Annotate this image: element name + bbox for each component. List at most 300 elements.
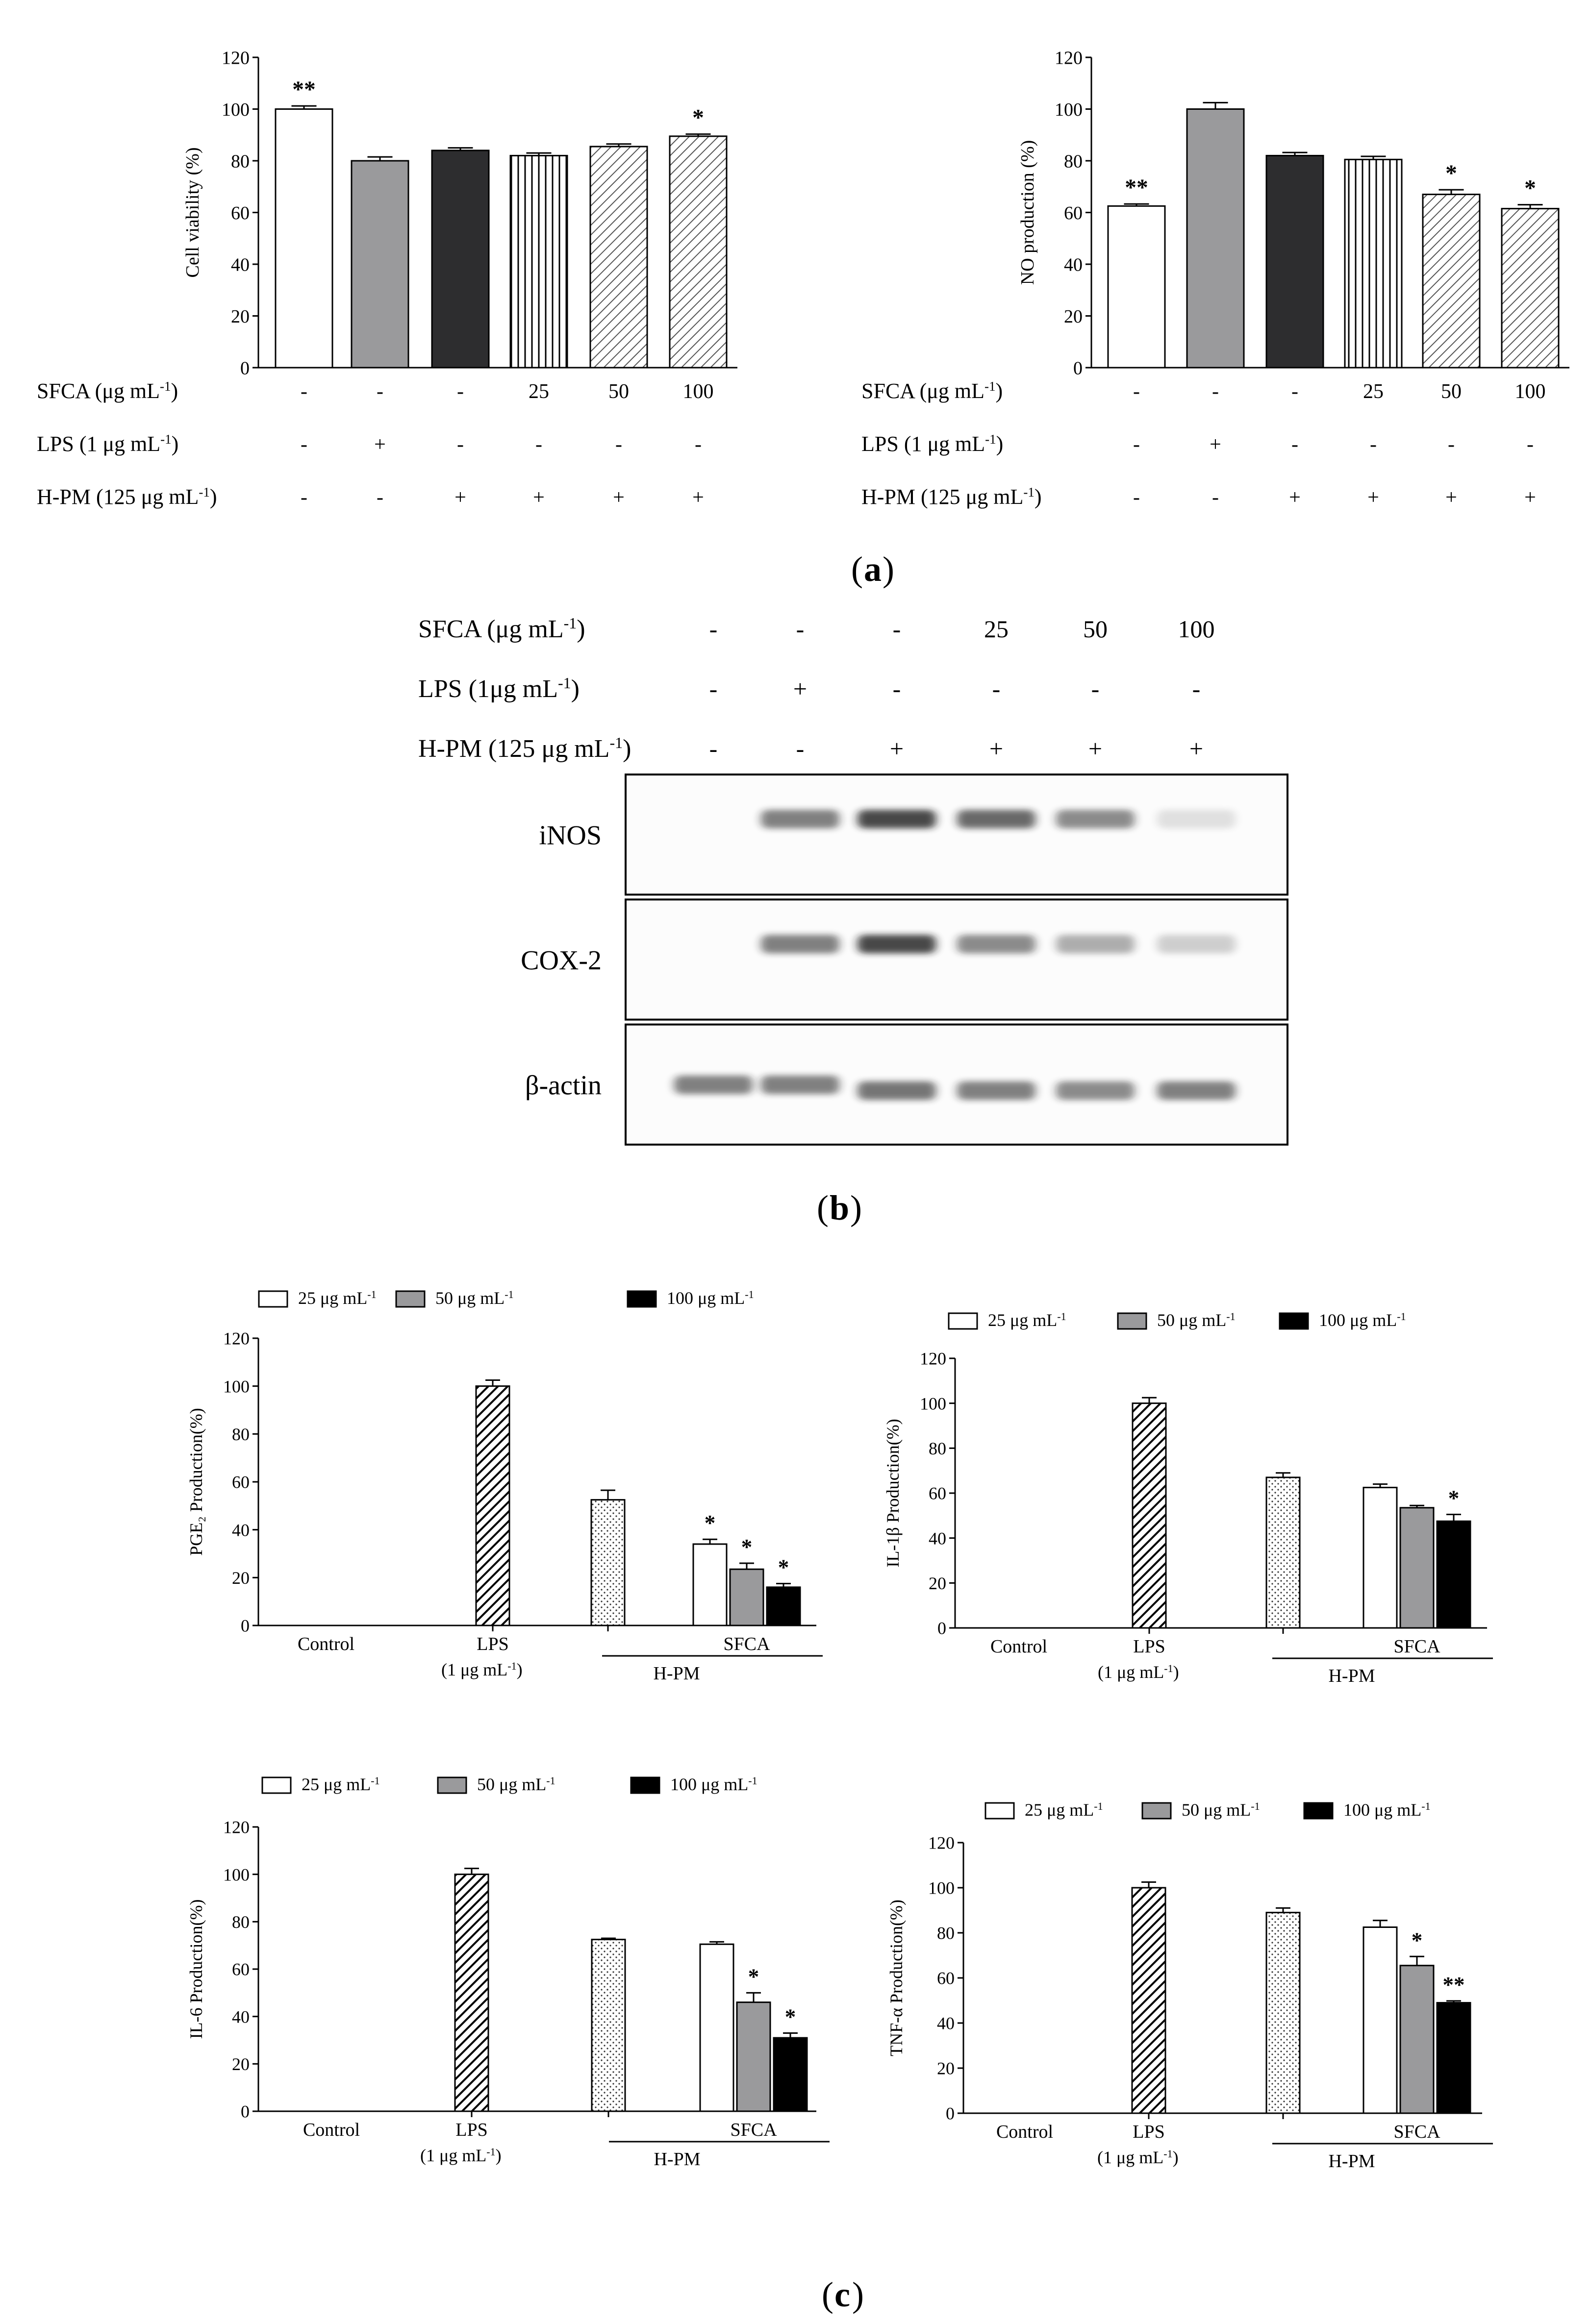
y-tick-label: 120: [223, 1817, 250, 1837]
bar: [737, 2002, 770, 2111]
x-label-lps-dose-tail: ): [1172, 2148, 1179, 2167]
legend-swatch: [396, 1291, 425, 1307]
blot-condition-label-tail: ): [623, 735, 631, 763]
condition-label-sup: -1: [160, 432, 172, 447]
x-label-control: Control: [990, 1636, 1048, 1657]
condition-label-main: SFCA (μg mL: [861, 379, 984, 403]
significance-star: *: [778, 1555, 789, 1580]
panel-label-a-letter: a: [864, 550, 882, 589]
y-tick-label: 60: [937, 1968, 955, 1988]
condition-label-tail: ): [996, 432, 1004, 456]
x-label-lps: LPS: [477, 1634, 509, 1654]
legend-label-sup: -1: [1251, 1799, 1260, 1812]
legend-label-main: 50 μg mL: [435, 1288, 505, 1308]
condition-label-sup: -1: [1023, 485, 1035, 500]
blot-condition-label-sup: -1: [558, 674, 571, 692]
condition-label-sup: -1: [159, 379, 171, 394]
condition-value: +: [1210, 433, 1221, 456]
blot-label: iNOS: [539, 820, 602, 851]
x-label-lps-dose-main: (1 μg mL: [1098, 1662, 1164, 1682]
x-label-lps: LPS: [455, 2120, 488, 2140]
blot-band: [1157, 1081, 1236, 1100]
bar: [1400, 1966, 1434, 2113]
significance-star: **: [1442, 1972, 1465, 1997]
bar: [455, 1874, 488, 2111]
legend-swatch: [1280, 1313, 1308, 1329]
blot-condition-value: -: [796, 615, 805, 643]
condition-value: +: [454, 486, 466, 509]
x-label-sfca: SFCA: [730, 2120, 777, 2140]
y-tick-label: 40: [231, 254, 250, 275]
blot-condition-label-sup: -1: [609, 734, 623, 751]
condition-value: +: [1367, 486, 1379, 509]
chart-c3: [186, 1774, 830, 2170]
legend-label-main: 25 μg mL: [1025, 1800, 1094, 1820]
legend-label-main: 100 μg mL: [1319, 1310, 1397, 1330]
bar: [1133, 1403, 1166, 1628]
y-tick-label: 40: [937, 2013, 955, 2033]
blot-band: [1056, 935, 1135, 953]
legend-label: [477, 1774, 555, 1795]
legend-label-main: 50 μg mL: [477, 1774, 547, 1794]
blot-condition-value: +: [989, 735, 1004, 762]
x-label-hpm: H-PM: [1328, 2151, 1375, 2172]
chart-a2: [861, 48, 1569, 509]
condition-label-main: H-PM (125 μg mL: [37, 485, 199, 509]
y-tick-label: 120: [920, 1349, 946, 1369]
blot-condition-label-main: SFCA (μg mL: [418, 615, 564, 643]
y-tick-label: 80: [1064, 151, 1083, 172]
legend-swatch: [438, 1777, 466, 1793]
x-label-lps-dose-sup: -1: [1164, 1662, 1173, 1674]
condition-label-sup: -1: [985, 432, 996, 447]
x-label-lps-dose: [1098, 1662, 1179, 1682]
y-axis-label: NO production (%): [1017, 140, 1038, 285]
condition-value: -: [1133, 486, 1140, 509]
condition-value: -: [457, 433, 464, 456]
legend-swatch: [949, 1313, 977, 1329]
blot-condition-value: 100: [1178, 615, 1215, 643]
legend-label-main: 100 μg mL: [667, 1288, 745, 1308]
blot-condition-value: +: [793, 675, 808, 702]
x-label-control: Control: [996, 2122, 1054, 2142]
chart-c1: [186, 1288, 823, 1684]
y-tick-label: 60: [1064, 202, 1083, 224]
bar: [1363, 1488, 1397, 1628]
bar: [1187, 109, 1244, 368]
legend-label-sup: -1: [748, 1774, 757, 1787]
blot-label: β-actin: [525, 1070, 602, 1101]
blot-condition-value: -: [709, 675, 718, 702]
blot-band: [761, 810, 839, 828]
legend-swatch: [631, 1777, 659, 1793]
condition-value: -: [1133, 433, 1140, 456]
blot-band: [858, 935, 936, 953]
y-tick-label: 120: [1055, 48, 1083, 69]
bar: [592, 1940, 625, 2111]
y-tick-label: 120: [223, 1328, 250, 1349]
panel-a: [37, 48, 1569, 509]
condition-label-tail: ): [171, 379, 178, 403]
y-tick-label: 100: [1055, 99, 1083, 120]
y-tick-label: 20: [232, 1568, 250, 1588]
y-tick-label: 100: [223, 1865, 250, 1885]
panel-label-a: (: [851, 550, 863, 589]
condition-value: +: [692, 486, 704, 509]
blot-band: [1157, 935, 1236, 953]
blot-condition-value: -: [709, 735, 718, 762]
bar: [352, 161, 408, 368]
legend-label-sup: -1: [546, 1774, 555, 1787]
condition-label-tail: ): [209, 485, 217, 509]
legend-label-sup: -1: [1094, 1799, 1103, 1812]
blot-condition-value: 50: [1083, 615, 1108, 643]
condition-label: [861, 485, 1042, 509]
bar: [1502, 209, 1559, 368]
x-label-lps-dose-tail: ): [1173, 1662, 1179, 1682]
condition-value: +: [1524, 486, 1536, 509]
x-label-lps-dose-sup: -1: [1163, 2147, 1173, 2160]
blot-band: [1157, 810, 1236, 828]
condition-value: -: [1291, 433, 1298, 456]
bar: [700, 1944, 733, 2111]
blot-3: [525, 1025, 1287, 1145]
y-axis-label: IL-1β Production(%): [883, 1419, 903, 1568]
legend-swatch: [985, 1803, 1014, 1819]
blot-condition-value: -: [1192, 675, 1201, 702]
condition-label-sup: -1: [984, 379, 996, 394]
legend-label-sup: -1: [1057, 1310, 1066, 1323]
legend-swatch: [1142, 1803, 1171, 1819]
legend-swatch: [262, 1777, 291, 1793]
y-tick-label: 120: [928, 1833, 955, 1853]
panel-label-b-close: ): [850, 1188, 862, 1227]
bar: [1423, 195, 1480, 368]
legend-label: [667, 1288, 754, 1308]
significance-star: **: [1125, 175, 1148, 201]
blot-condition-value: -: [892, 615, 901, 643]
condition-value: 100: [1514, 380, 1546, 403]
y-tick-label: 20: [232, 2054, 250, 2074]
condition-value: +: [613, 486, 625, 509]
significance-star: *: [1445, 161, 1457, 187]
condition-value: -: [301, 433, 307, 456]
legend-label: [988, 1310, 1066, 1330]
y-tick-label: 20: [231, 306, 250, 327]
bar: [670, 136, 727, 368]
legend-label-sup: -1: [1397, 1310, 1406, 1323]
bar: [591, 1500, 625, 1625]
blot-frame: [626, 900, 1287, 1020]
blot-band: [957, 810, 1035, 828]
legend-label-sup: -1: [1226, 1310, 1236, 1323]
legend-label-sup: -1: [505, 1288, 514, 1300]
condition-label: [861, 432, 1003, 456]
y-axis-label: TNF-α Production(%): [886, 1899, 906, 2056]
condition-value: -: [301, 380, 307, 403]
chart-a1: [37, 48, 737, 509]
condition-label: [37, 379, 178, 403]
blot-condition-value: -: [992, 675, 1001, 702]
condition-label-main: H-PM (125 μg mL: [861, 485, 1024, 509]
legend-label-main: 50 μg mL: [1182, 1800, 1251, 1820]
legend-swatch: [628, 1291, 656, 1307]
panel-label-b: (: [817, 1188, 829, 1227]
y-tick-label: 100: [222, 99, 250, 120]
condition-value: +: [1289, 486, 1301, 509]
y-tick-label: 120: [222, 48, 250, 69]
condition-value: +: [533, 486, 545, 509]
blot-condition-value: +: [1189, 735, 1204, 762]
condition-value: +: [374, 433, 386, 456]
legend-label-main: 100 μg mL: [1343, 1800, 1422, 1820]
y-tick-label: 80: [232, 1912, 250, 1932]
bar: [476, 1386, 509, 1625]
bar: [1266, 1913, 1300, 2113]
significance-star: *: [784, 2004, 796, 2029]
x-label-lps-dose-tail: ): [516, 1660, 523, 1679]
x-label-control: Control: [297, 1634, 355, 1654]
legend-label: [1343, 1800, 1431, 1820]
panel-c: [186, 1288, 1493, 2172]
panel-label-c: (: [822, 2275, 833, 2314]
y-tick-label: 60: [231, 202, 250, 224]
condition-value: -: [1448, 433, 1455, 456]
chart-c2: [883, 1310, 1493, 1687]
legend-label-sup: -1: [367, 1288, 377, 1300]
y-tick-label: 80: [929, 1438, 946, 1458]
blot-condition-value: -: [709, 615, 718, 643]
condition-label-main: LPS (1 μg mL: [37, 432, 161, 456]
legend-label: [1157, 1310, 1236, 1330]
y-tick-label: 0: [240, 358, 250, 379]
condition-value: -: [457, 380, 464, 403]
condition-value: -: [1291, 380, 1298, 403]
condition-value: -: [377, 380, 383, 403]
blot-condition-label-main: LPS (1μg mL: [418, 675, 558, 703]
bar: [510, 155, 567, 368]
bar: [767, 1587, 800, 1625]
condition-value: -: [1212, 486, 1219, 509]
legend-label-main: 25 μg mL: [302, 1774, 371, 1794]
y-tick-label: 40: [232, 2007, 250, 2027]
legend-label: [670, 1774, 757, 1795]
significance-star: *: [1411, 1928, 1423, 1953]
condition-label-tail: ): [171, 432, 179, 456]
legend-label-main: 100 μg mL: [670, 1774, 749, 1794]
bar: [1108, 206, 1165, 368]
x-label-lps-dose-sup: -1: [486, 2145, 496, 2158]
y-tick-label: 40: [929, 1528, 946, 1549]
condition-value: 50: [608, 380, 629, 403]
blot-condition-value: +: [889, 735, 904, 762]
significance-star: *: [1524, 175, 1536, 201]
blot-condition-value: -: [796, 735, 805, 762]
y-tick-label: 80: [937, 1923, 955, 1943]
blot-condition-label: [418, 614, 585, 643]
condition-value: -: [1133, 380, 1140, 403]
blot-band: [761, 935, 839, 953]
blot-band: [858, 810, 936, 828]
condition-value: -: [377, 486, 383, 509]
blot-band: [957, 935, 1035, 953]
legend-swatch: [1118, 1313, 1146, 1329]
blot-label: COX-2: [521, 945, 602, 976]
legend-label-sup: -1: [745, 1288, 754, 1300]
bar: [693, 1544, 727, 1625]
y-tick-label: 60: [232, 1472, 250, 1492]
legend-label: [1025, 1800, 1103, 1820]
panel-b: [418, 614, 1287, 1145]
panel-label-a-close: ): [883, 550, 894, 589]
bar: [1266, 1477, 1300, 1628]
legend-label: [1319, 1310, 1406, 1330]
y-tick-label: 40: [1064, 254, 1083, 275]
significance-star: **: [292, 77, 316, 103]
condition-label-sup: -1: [199, 485, 210, 500]
y-tick-label: 0: [241, 1616, 250, 1636]
y-tick-label: 100: [223, 1376, 250, 1397]
y-tick-label: 0: [241, 2101, 250, 2122]
x-label-lps-dose: [1097, 2148, 1179, 2168]
x-label-sfca: SFCA: [1393, 1636, 1440, 1657]
significance-star: *: [1448, 1486, 1460, 1511]
significance-star: *: [692, 105, 704, 131]
x-label-lps-dose-tail: ): [495, 2146, 502, 2165]
panel-label-c-letter: c: [834, 2275, 850, 2314]
condition-value: -: [301, 486, 307, 509]
condition-value: +: [1445, 486, 1457, 509]
blot-2: [521, 900, 1287, 1020]
bar: [1132, 1888, 1165, 2113]
y-tick-label: 80: [232, 1424, 250, 1444]
x-label-control: Control: [303, 2120, 360, 2140]
condition-value: 25: [529, 380, 549, 403]
y-axis-label: Cell viability (%): [182, 147, 203, 278]
legend-label-main: 25 μg mL: [298, 1288, 368, 1308]
blot-condition-label: [418, 734, 631, 763]
significance-star: *: [748, 1964, 759, 1989]
blot-band: [761, 1075, 839, 1094]
panel-label-c-close: ): [852, 2275, 864, 2314]
legend-label: [435, 1288, 514, 1308]
legend-label: [1182, 1800, 1260, 1820]
condition-label: [861, 379, 1003, 403]
chart-c4: [886, 1800, 1493, 2172]
blot-condition-value: 25: [984, 615, 1009, 643]
legend-label-main: 25 μg mL: [988, 1310, 1058, 1330]
x-label-sfca: SFCA: [1393, 2122, 1440, 2142]
y-tick-label: 20: [937, 2058, 955, 2078]
x-label-hpm: H-PM: [653, 1663, 700, 1684]
bar: [730, 1569, 763, 1625]
blot-condition-label-main: H-PM (125 μg mL: [418, 735, 610, 763]
condition-label: [37, 432, 178, 456]
blot-condition-label-tail: ): [571, 675, 580, 703]
y-tick-label: 100: [928, 1878, 955, 1898]
x-label-lps-dose-sup: -1: [507, 1659, 517, 1672]
condition-value: 100: [682, 380, 714, 403]
y-axis-label: IL-6 Production(%): [186, 1899, 206, 2039]
legend-label: [302, 1774, 380, 1795]
condition-value: -: [1212, 380, 1219, 403]
condition-value: -: [1527, 433, 1534, 456]
y-tick-label: 0: [946, 2103, 955, 2124]
blot-condition-label-sup: -1: [563, 614, 577, 632]
bar: [774, 2038, 807, 2111]
x-label-lps-dose-main: (1 μg mL: [420, 2146, 487, 2165]
condition-label-tail: ): [1034, 485, 1042, 509]
bar: [1345, 159, 1402, 368]
x-label-lps-dose-main: (1 μg mL: [1097, 2148, 1164, 2167]
y-tick-label: 100: [920, 1394, 946, 1414]
x-label-hpm: H-PM: [654, 2149, 701, 2170]
bar: [1400, 1508, 1434, 1628]
x-label-sfca: SFCA: [723, 1634, 770, 1654]
x-label-lps-dose: [441, 1660, 523, 1680]
legend-label: [298, 1288, 377, 1308]
bar: [590, 147, 647, 368]
bar: [1266, 155, 1323, 368]
x-label-hpm: H-PM: [1328, 1666, 1375, 1686]
significance-star: *: [741, 1535, 753, 1560]
y-tick-label: 60: [929, 1483, 946, 1503]
bar: [1363, 1927, 1397, 2114]
bar: [1437, 1521, 1470, 1628]
x-label-lps: LPS: [1133, 1636, 1165, 1657]
y-tick-label: 0: [937, 1618, 946, 1638]
blot-condition-value: -: [1091, 675, 1100, 702]
condition-value: 25: [1363, 380, 1384, 403]
condition-label-tail: ): [995, 379, 1003, 403]
blot-condition-label: [418, 674, 580, 703]
bar: [276, 109, 332, 368]
y-tick-label: 0: [1073, 358, 1083, 379]
blot-band: [957, 1081, 1035, 1100]
blot-condition-value: +: [1088, 735, 1103, 762]
y-axis-label: PGE₂ Production(%): [186, 1408, 206, 1556]
blot-band: [858, 1081, 936, 1100]
y-tick-label: 20: [1064, 306, 1083, 327]
blot-frame: [626, 775, 1287, 895]
y-tick-label: 40: [232, 1520, 250, 1540]
y-tick-label: 20: [929, 1573, 946, 1593]
condition-value: -: [695, 433, 702, 456]
blot-band: [1056, 810, 1135, 828]
condition-value: -: [1370, 433, 1377, 456]
y-tick-label: 80: [231, 151, 250, 172]
panel-label-b-letter: b: [830, 1188, 850, 1227]
blot-1: [539, 775, 1287, 895]
significance-star: *: [704, 1511, 716, 1536]
x-label-lps-dose: [420, 2146, 502, 2166]
legend-label-sup: -1: [371, 1774, 380, 1787]
bar: [432, 150, 489, 368]
bar: [1437, 2003, 1470, 2113]
condition-label-main: SFCA (μg mL: [37, 379, 160, 403]
legend-label-main: 50 μg mL: [1157, 1310, 1227, 1330]
y-tick-label: 60: [232, 1959, 250, 1979]
legend-swatch: [1304, 1803, 1333, 1819]
blot-band: [1056, 1081, 1135, 1100]
condition-value: -: [615, 433, 622, 456]
condition-value: 50: [1441, 380, 1462, 403]
x-label-lps: LPS: [1133, 2122, 1165, 2142]
condition-label: [37, 485, 217, 509]
x-label-lps-dose-main: (1 μg mL: [441, 1660, 508, 1679]
blot-condition-value: -: [892, 675, 901, 702]
condition-label-main: LPS (1 μg mL: [861, 432, 985, 456]
